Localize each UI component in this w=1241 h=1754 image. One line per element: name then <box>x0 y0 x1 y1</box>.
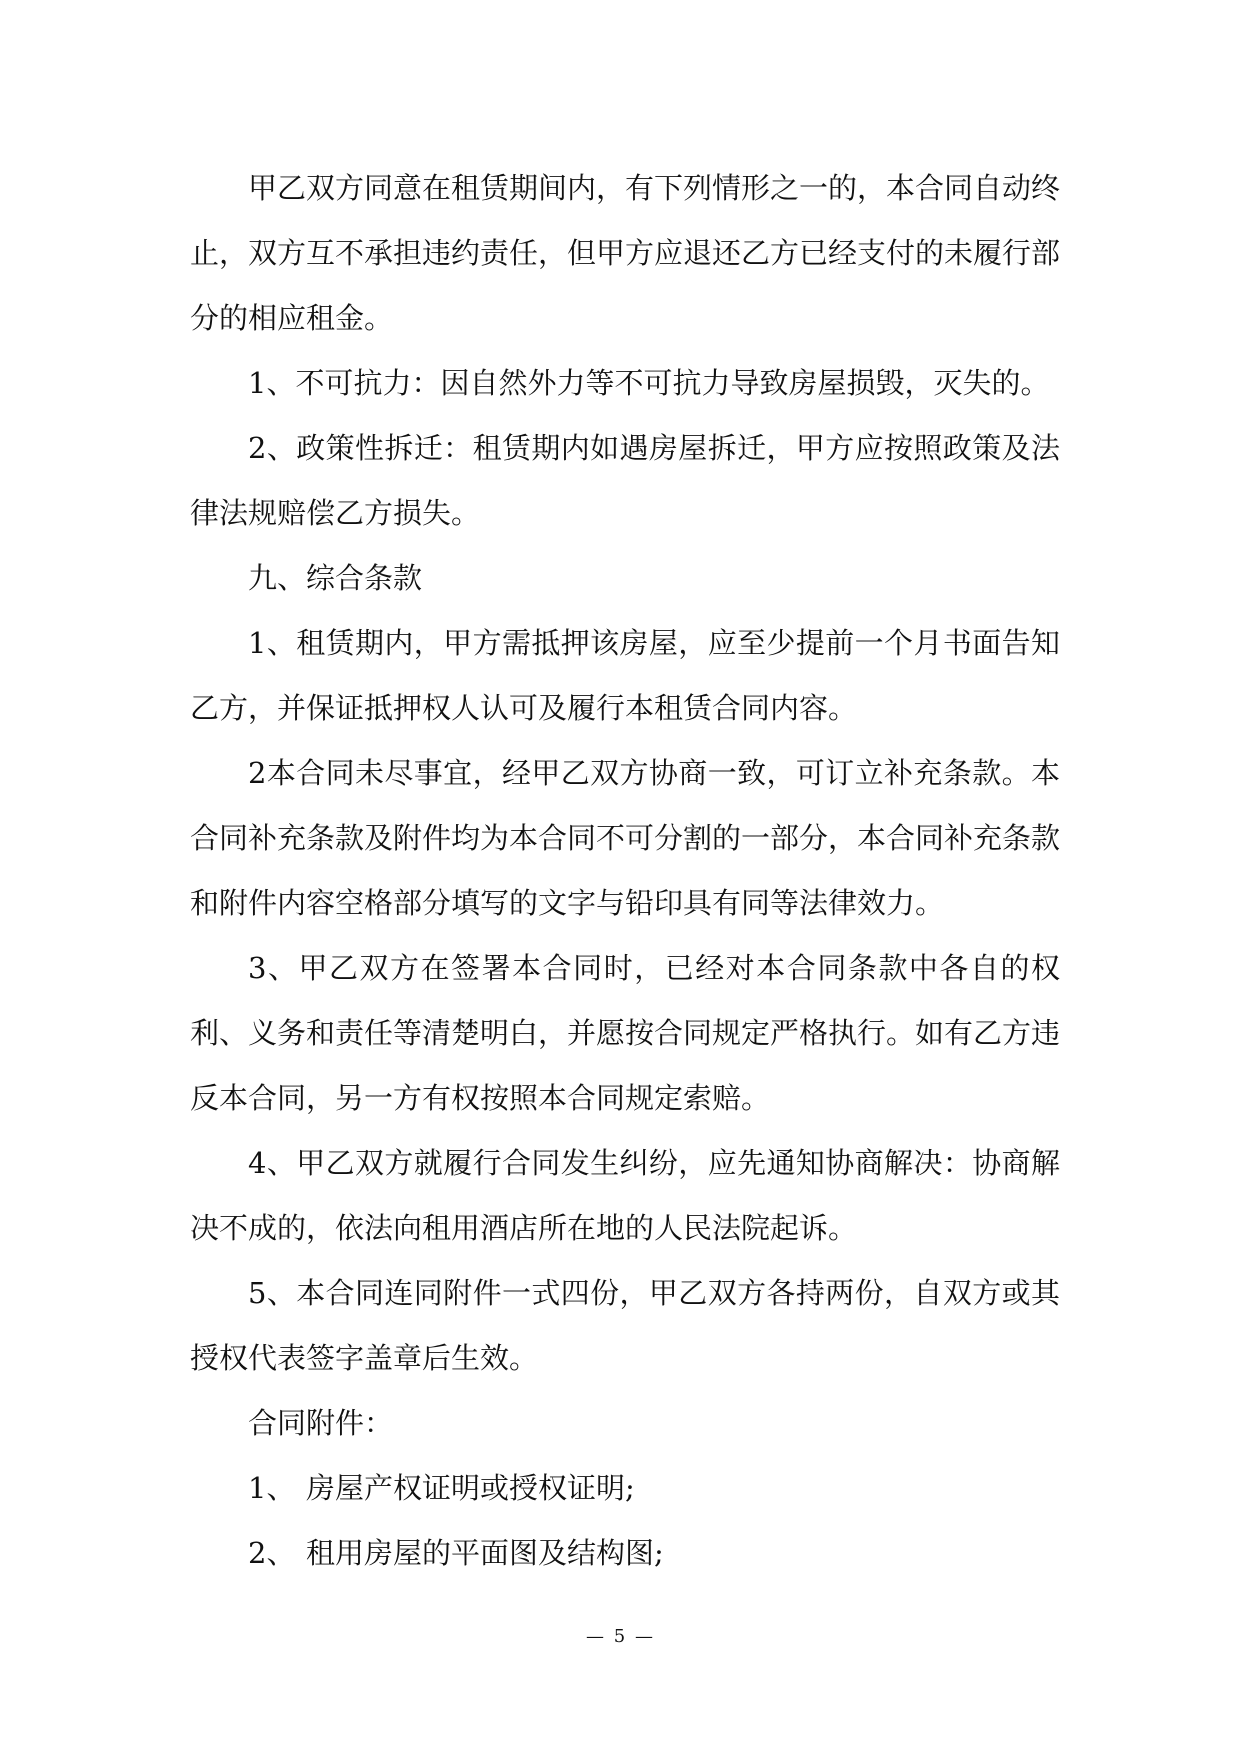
paragraph-mortgage: 1、租赁期内，甲方需抵押该房屋，应至少提前一个月书面告知乙方，并保证抵押权人认可及履行本租赁合同内容。 <box>190 626 1060 725</box>
paragraph-termination: 甲乙双方同意在租赁期间内，有下列情形之一的，本合同自动终止，双方互不承担违约责任，但甲方应退还乙方已经支付的未履行部分的相应租金。 <box>190 171 1061 335</box>
paragraph-rights-obligations: 3、甲乙双方在签署本合同时，已经对本合同条款中各自的权利、义务和责任等清楚明白，并愿按合同规定严格执行。如有乙方违反本合同，另一方有权按照本合同规定索赔。 <box>190 951 1061 1115</box>
attachment-number: 1、 <box>248 1471 296 1505</box>
document-body <box>190 156 1060 1586</box>
paragraph-supplementary-terms: 2本合同未尽事宜，经甲乙双方协商一致，可订立补充条款。本合同补充条款及附件均为本合同不可分割的一部分，本合同补充条款和附件内容空格部分填写的文字与铅印具有同等法律效力。 <box>190 756 1061 920</box>
paragraph-force-majeure: 1、不可抗力：因自然外力等不可抗力导致房屋损毁，灭失的。 <box>248 366 1050 400</box>
attachment-number: 2、 <box>248 1536 296 1570</box>
attachment-text: 租用房屋的平面图及结构图; <box>306 1536 664 1570</box>
attachment-item <box>190 1456 1060 1521</box>
paragraph-disputes: 4、甲乙双方就履行合同发生纠纷，应先通知协商解决：协商解决不成的，依法向租用酒店所在地的人民法院起诉。 <box>190 1146 1060 1245</box>
page-number: — 5 — <box>586 1626 655 1647</box>
paragraph-copies-effective: 5、本合同连同附件一式四份，甲乙双方各持两份，自双方或其授权代表签字盖章后生效。 <box>190 1276 1060 1375</box>
paragraph-demolition: 2、政策性拆迁：租赁期内如遇房屋拆迁，甲方应按照政策及法律法规赔偿乙方损失。 <box>190 431 1060 530</box>
attachment-text: 房屋产权证明或授权证明; <box>306 1471 635 1505</box>
section-heading-general-terms: 九、综合条款 <box>248 561 423 595</box>
attachment-item <box>190 1521 1060 1586</box>
attachments-heading: 合同附件： <box>248 1406 394 1440</box>
